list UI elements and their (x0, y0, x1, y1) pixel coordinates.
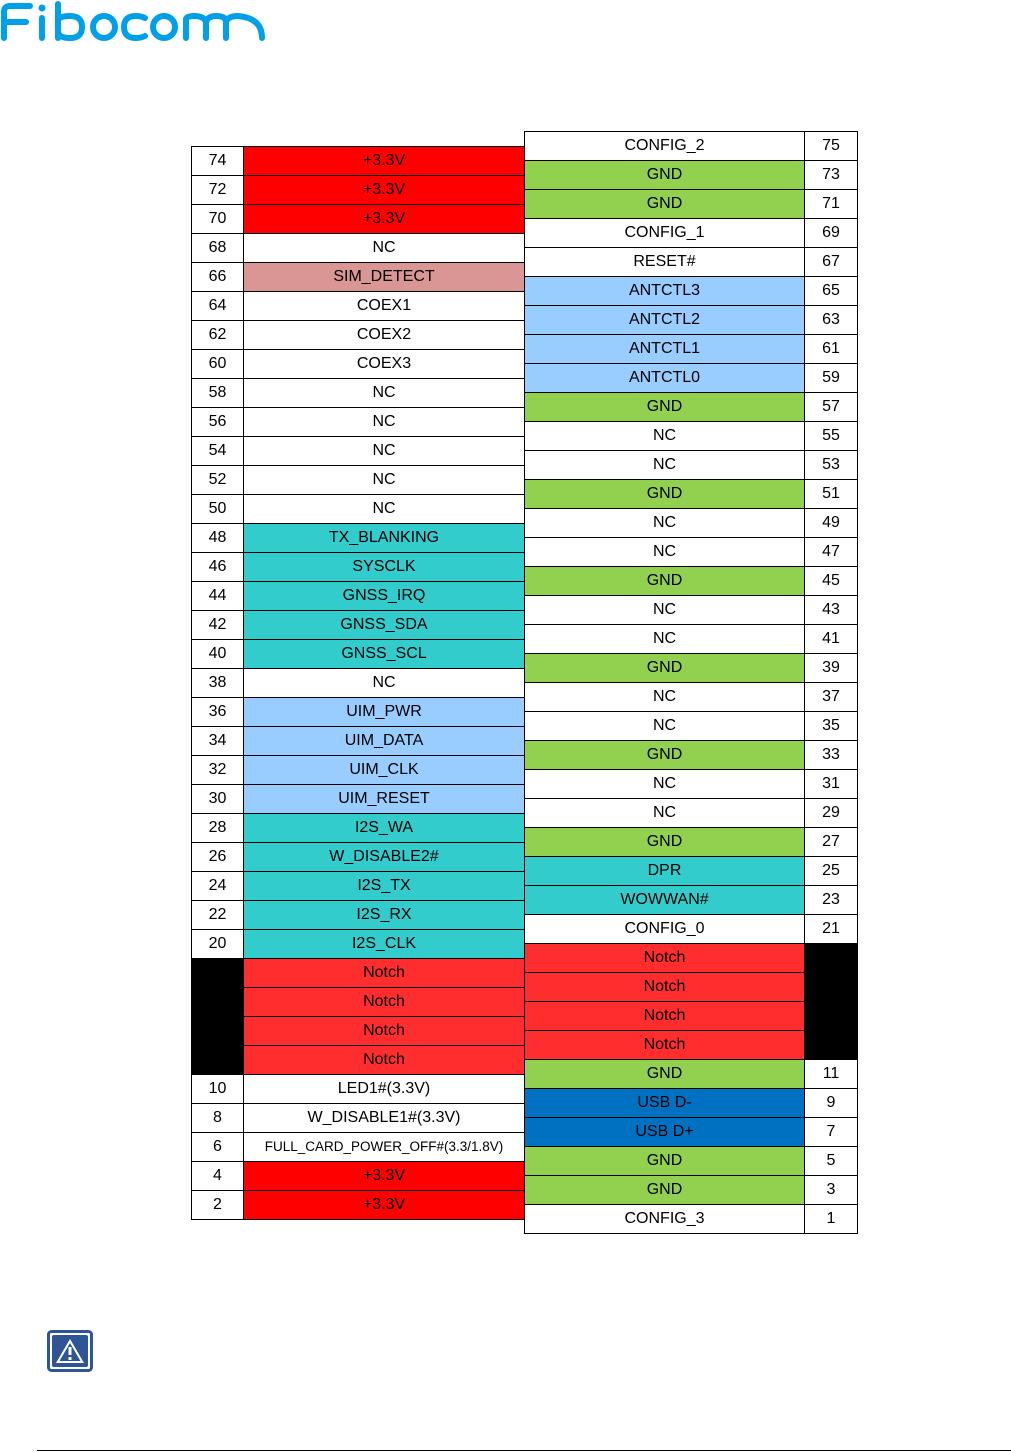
pin-number: 25 (805, 857, 858, 886)
pin-number: 52 (192, 466, 244, 495)
pin-signal: GND (525, 1060, 805, 1089)
pin-number: 45 (805, 567, 858, 596)
pin-signal: +3.3V (244, 147, 525, 176)
pin-row (192, 756, 525, 785)
pin-signal: Notch (244, 1046, 525, 1075)
pin-row (525, 712, 858, 741)
pin-row (525, 277, 858, 306)
pin-row (525, 1060, 858, 1089)
pin-row (525, 451, 858, 480)
pin-number: 66 (192, 263, 244, 292)
pin-number: 69 (805, 219, 858, 248)
pin-row (525, 567, 858, 596)
pin-signal: NC (525, 538, 805, 567)
pin-number: 54 (192, 437, 244, 466)
pin-row (192, 437, 525, 466)
pin-number: 61 (805, 335, 858, 364)
pin-row (192, 582, 525, 611)
pin-row (525, 944, 858, 973)
pin-signal: CONFIG_0 (525, 915, 805, 944)
pin-number: 21 (805, 915, 858, 944)
pin-number: 46 (192, 553, 244, 582)
pin-row (525, 393, 858, 422)
pin-signal: W_DISABLE2# (244, 843, 525, 872)
pin-signal: CONFIG_3 (525, 1205, 805, 1234)
pin-number: 62 (192, 321, 244, 350)
pin-row (192, 959, 525, 988)
fibocom-logo (0, 0, 270, 42)
pin-row (525, 596, 858, 625)
pin-number: 7 (805, 1118, 858, 1147)
pin-number: 48 (192, 524, 244, 553)
pin-signal: FULL_CARD_POWER_OFF#(3.3/1.8V) (244, 1133, 525, 1162)
pin-signal: CONFIG_2 (525, 132, 805, 161)
pin-number: 9 (805, 1089, 858, 1118)
pin-signal: GND (525, 393, 805, 422)
pin-number: 41 (805, 625, 858, 654)
pin-row (192, 466, 525, 495)
pin-signal: UIM_CLK (244, 756, 525, 785)
pin-signal: ANTCTL2 (525, 306, 805, 335)
pin-row (192, 814, 525, 843)
pin-number: 59 (805, 364, 858, 393)
pin-signal: NC (525, 712, 805, 741)
pin-signal: NC (525, 770, 805, 799)
pin-row (525, 364, 858, 393)
pin-signal: GNSS_IRQ (244, 582, 525, 611)
pin-signal: Notch (525, 944, 805, 973)
pin-number: 5 (805, 1147, 858, 1176)
pin-row (525, 335, 858, 364)
pin-signal: Notch (244, 988, 525, 1017)
pin-number: 22 (192, 901, 244, 930)
pin-row (192, 379, 525, 408)
pin-number: 56 (192, 408, 244, 437)
notch-key-block (805, 944, 858, 1060)
pin-row (525, 683, 858, 712)
pin-number: 74 (192, 147, 244, 176)
pin-row (192, 408, 525, 437)
pin-number: 27 (805, 828, 858, 857)
pin-row (192, 321, 525, 350)
left-pin-table (191, 146, 525, 1220)
pin-number: 49 (805, 509, 858, 538)
pin-signal: Notch (244, 1017, 525, 1046)
pin-row (192, 263, 525, 292)
pin-signal: Notch (244, 959, 525, 988)
pin-signal: NC (525, 625, 805, 654)
pin-number: 20 (192, 930, 244, 959)
pin-number: 2 (192, 1191, 244, 1220)
pin-row (525, 770, 858, 799)
pin-signal: GND (525, 190, 805, 219)
pin-signal: GND (525, 567, 805, 596)
pin-row (192, 843, 525, 872)
pin-number: 8 (192, 1104, 244, 1133)
pin-number: 64 (192, 292, 244, 321)
pin-row (525, 1176, 858, 1205)
pin-signal: +3.3V (244, 176, 525, 205)
pin-row (192, 350, 525, 379)
pin-row (525, 625, 858, 654)
pin-row (525, 915, 858, 944)
pin-number: 43 (805, 596, 858, 625)
pin-number: 23 (805, 886, 858, 915)
pin-number: 68 (192, 234, 244, 263)
pin-row (192, 1133, 525, 1162)
pin-number: 58 (192, 379, 244, 408)
pin-signal: USB D- (525, 1089, 805, 1118)
pin-signal: +3.3V (244, 1162, 525, 1191)
pin-row (525, 538, 858, 567)
pin-number: 53 (805, 451, 858, 480)
pin-signal: NC (244, 669, 525, 698)
pin-signal: GND (525, 654, 805, 683)
pin-row (192, 727, 525, 756)
pin-signal: NC (244, 495, 525, 524)
pin-signal: GNSS_SDA (244, 611, 525, 640)
pin-signal: NC (244, 234, 525, 263)
pin-signal: Notch (525, 1002, 805, 1031)
pin-row (525, 190, 858, 219)
pin-row (525, 161, 858, 190)
pin-number: 6 (192, 1133, 244, 1162)
pin-number: 47 (805, 538, 858, 567)
pin-number: 3 (805, 1176, 858, 1205)
pin-row (192, 669, 525, 698)
pin-signal: GND (525, 161, 805, 190)
pin-row (525, 248, 858, 277)
pin-row (192, 901, 525, 930)
pin-signal: NC (525, 596, 805, 625)
pin-number: 30 (192, 785, 244, 814)
pin-number: 55 (805, 422, 858, 451)
pin-signal: DPR (525, 857, 805, 886)
warning-icon (47, 1330, 93, 1372)
pin-row (192, 495, 525, 524)
pin-signal: GND (525, 1176, 805, 1205)
pin-signal: GND (525, 480, 805, 509)
pin-number: 40 (192, 640, 244, 669)
pin-row (192, 1162, 525, 1191)
pin-row (525, 422, 858, 451)
pin-row (192, 292, 525, 321)
pin-row (192, 147, 525, 176)
pin-row (192, 176, 525, 205)
pin-signal: CONFIG_1 (525, 219, 805, 248)
pin-row (525, 509, 858, 538)
pin-signal: GND (525, 741, 805, 770)
pin-row (525, 1089, 858, 1118)
pin-number: 26 (192, 843, 244, 872)
pin-number: 39 (805, 654, 858, 683)
pin-number: 31 (805, 770, 858, 799)
pin-number: 1 (805, 1205, 858, 1234)
right-pin-table (524, 131, 858, 1234)
pin-number: 73 (805, 161, 858, 190)
pin-signal: +3.3V (244, 205, 525, 234)
pin-number: 65 (805, 277, 858, 306)
pin-signal: TX_BLANKING (244, 524, 525, 553)
pin-number: 37 (805, 683, 858, 712)
pin-signal: Notch (525, 973, 805, 1002)
pin-signal: NC (244, 379, 525, 408)
pin-signal: I2S_CLK (244, 930, 525, 959)
pin-signal: NC (244, 466, 525, 495)
pin-signal: ANTCTL1 (525, 335, 805, 364)
pin-row (192, 872, 525, 901)
pin-signal: NC (525, 422, 805, 451)
footer-divider (37, 1450, 1011, 1451)
pin-row (192, 640, 525, 669)
pin-number: 71 (805, 190, 858, 219)
pin-signal: NC (525, 683, 805, 712)
pin-signal: UIM_PWR (244, 698, 525, 727)
notch-key-block (192, 959, 244, 1075)
pin-row (525, 799, 858, 828)
pin-number: 33 (805, 741, 858, 770)
pin-signal: COEX1 (244, 292, 525, 321)
pin-row (192, 234, 525, 263)
pin-number: 70 (192, 205, 244, 234)
pin-number: 36 (192, 698, 244, 727)
pin-signal: WOWWAN# (525, 886, 805, 915)
pin-number: 38 (192, 669, 244, 698)
pin-number: 60 (192, 350, 244, 379)
pin-number: 32 (192, 756, 244, 785)
pin-row (192, 611, 525, 640)
pin-signal: ANTCTL0 (525, 364, 805, 393)
pin-number: 67 (805, 248, 858, 277)
pin-signal: LED1#(3.3V) (244, 1075, 525, 1104)
pin-number: 28 (192, 814, 244, 843)
pin-row (192, 930, 525, 959)
pin-row (192, 524, 525, 553)
pin-signal: I2S_TX (244, 872, 525, 901)
pin-signal: RESET# (525, 248, 805, 277)
pin-signal: GNSS_SCL (244, 640, 525, 669)
pin-row (525, 480, 858, 509)
pin-signal: UIM_DATA (244, 727, 525, 756)
pin-signal: I2S_RX (244, 901, 525, 930)
pin-row (525, 886, 858, 915)
pin-signal: NC (244, 437, 525, 466)
pin-number: 72 (192, 176, 244, 205)
pin-number: 35 (805, 712, 858, 741)
pin-row (192, 785, 525, 814)
pin-row (192, 553, 525, 582)
pin-signal: NC (525, 799, 805, 828)
pin-row (192, 1104, 525, 1133)
pin-signal: USB D+ (525, 1118, 805, 1147)
pin-row (525, 132, 858, 161)
pin-row (192, 205, 525, 234)
pin-signal: COEX3 (244, 350, 525, 379)
pin-row (525, 654, 858, 683)
pin-number: 42 (192, 611, 244, 640)
pin-number: 29 (805, 799, 858, 828)
pin-number: 44 (192, 582, 244, 611)
pin-row (525, 306, 858, 335)
pin-row (525, 219, 858, 248)
pin-row (192, 1191, 525, 1220)
pin-row (525, 828, 858, 857)
pin-number: 24 (192, 872, 244, 901)
pin-signal: ANTCTL3 (525, 277, 805, 306)
pin-signal: W_DISABLE1#(3.3V) (244, 1104, 525, 1133)
pin-signal: GND (525, 828, 805, 857)
pin-number: 50 (192, 495, 244, 524)
pin-number: 51 (805, 480, 858, 509)
pin-signal: UIM_RESET (244, 785, 525, 814)
pin-signal: NC (244, 408, 525, 437)
pin-row (192, 1075, 525, 1104)
pin-row (525, 857, 858, 886)
pin-signal: I2S_WA (244, 814, 525, 843)
pin-number: 57 (805, 393, 858, 422)
pin-row (525, 741, 858, 770)
pin-signal: Notch (525, 1031, 805, 1060)
pin-signal: NC (525, 451, 805, 480)
pin-signal: +3.3V (244, 1191, 525, 1220)
pin-row (192, 698, 525, 727)
pin-signal: COEX2 (244, 321, 525, 350)
pin-signal: GND (525, 1147, 805, 1176)
pin-number: 75 (805, 132, 858, 161)
pin-signal: SIM_DETECT (244, 263, 525, 292)
pin-number: 4 (192, 1162, 244, 1191)
pin-row (525, 1147, 858, 1176)
pin-number: 63 (805, 306, 858, 335)
pin-number: 34 (192, 727, 244, 756)
pin-number: 11 (805, 1060, 858, 1089)
pin-row (525, 1205, 858, 1234)
pin-row (525, 1118, 858, 1147)
pin-signal: SYSCLK (244, 553, 525, 582)
pin-signal: NC (525, 509, 805, 538)
pin-number: 10 (192, 1075, 244, 1104)
